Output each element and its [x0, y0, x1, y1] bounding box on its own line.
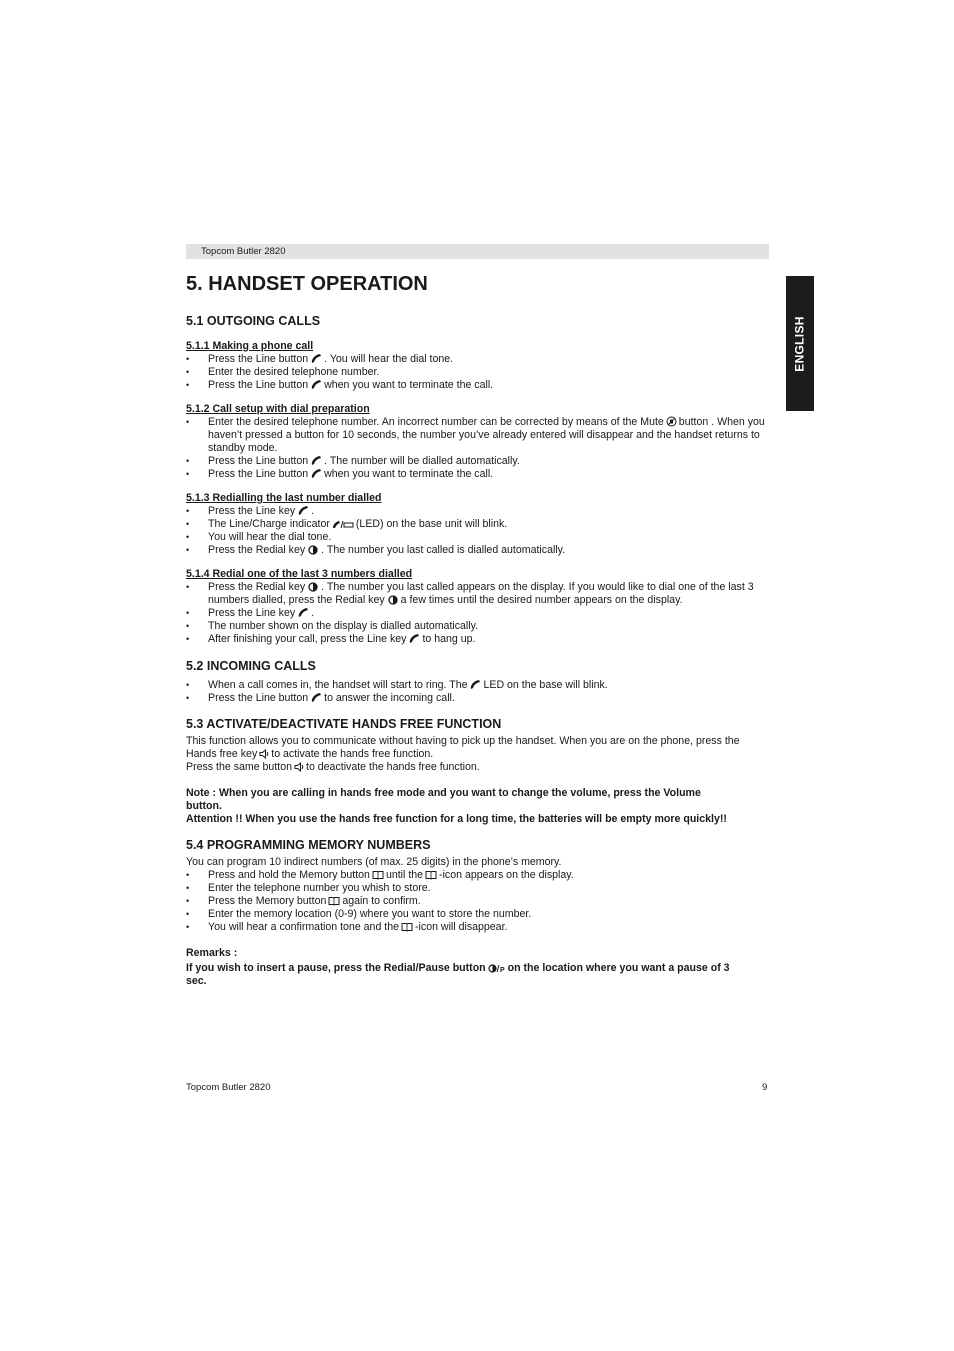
- phone-handset-icon: [408, 633, 420, 644]
- phone-handset-icon: [297, 607, 309, 618]
- section-5-1-1-heading: 5.1.1 Making a phone call: [186, 340, 314, 352]
- list-item: • Press the Line button . The number will be dialled automatically.: [186, 455, 768, 468]
- redial-icon: [307, 582, 319, 592]
- section-5-1-3-heading: 5.1.3 Redialling the last number dialled: [186, 492, 382, 504]
- memory-book-icon: [372, 870, 384, 880]
- list-item: • Enter the telephone number you whish to store.: [186, 882, 768, 895]
- paragraph: Press the same button to deactivate the hands free function.: [186, 761, 480, 773]
- section-5-2-heading: 5.2 INCOMING CALLS: [186, 659, 316, 673]
- page-content: [186, 271, 768, 988]
- section-5-1-4-heading: 5.1.4 Redial one of the last 3 numbers dialled: [186, 568, 413, 580]
- list-item: • Press the Line button when you want to terminate the call.: [186, 468, 768, 481]
- page-title: 5. HANDSET OPERATION: [186, 273, 428, 295]
- paragraph: This function allows you to communicate without having to pick up the handset. When you are on the phone, press the Hands free key to activate the hands free function.: [186, 735, 740, 760]
- phone-handset-icon: [469, 679, 481, 690]
- mute-icon: [666, 416, 677, 427]
- list-5-1-2: [186, 416, 768, 481]
- language-tab: [786, 276, 814, 411]
- section-5-1-heading: 5.1 OUTGOING CALLS: [186, 314, 321, 328]
- section-5-4-heading: 5.4 PROGRAMMING MEMORY NUMBERS: [186, 838, 431, 852]
- redial-pause-icon: [488, 964, 506, 973]
- list-item: • Press the Line button . You will hear the dial tone.: [186, 353, 768, 366]
- list-item: • Enter the desired telephone number.: [186, 366, 768, 379]
- phone-handset-icon: [310, 455, 322, 466]
- list-item: • Enter the desired telephone number. An incorrect number can be corrected by means of the Mute button . When you haven’t pressed a button for 10 seconds, the number you’ve already entered will disappear and the handset returns to standby mode.: [186, 416, 768, 455]
- list-item: • Press and hold the Memory button until the -icon appears on the display.: [186, 869, 768, 882]
- list-item: • Press the Line key .: [186, 505, 768, 518]
- header-product: Topcom Butler 2820: [201, 246, 286, 257]
- list-5-1-1: [186, 353, 768, 392]
- page-header: [186, 244, 769, 259]
- list-5-4: [186, 869, 768, 934]
- page-number: 9: [762, 1082, 768, 1093]
- list-5-1-3: [186, 505, 768, 557]
- list-item: • When a call comes in, the handset will start to ring. The LED on the base will blink.: [186, 679, 768, 692]
- redial-icon: [387, 595, 399, 605]
- list-item: • Press the Memory button again to confirm.: [186, 895, 768, 908]
- list-item: • After finishing your call, press the Line key to hang up.: [186, 633, 768, 646]
- note-text: Note : When you are calling in hands free mode and you want to change the volume, press the Volume button.: [186, 787, 701, 812]
- phone-handset-icon: [310, 692, 322, 703]
- memory-book-icon: [328, 896, 340, 906]
- paragraph: You can program 10 indirect numbers (of max. 25 digits) in the phone’s memory.: [186, 856, 562, 868]
- memory-book-icon: [425, 870, 437, 880]
- footer-product: Topcom Butler 2820: [186, 1082, 271, 1093]
- list-item: • Enter the memory location (0-9) where you want to store the number.: [186, 908, 768, 921]
- line-charge-led-icon: [332, 520, 354, 529]
- section-5-3-heading: 5.3 ACTIVATE/DEACTIVATE HANDS FREE FUNCTION: [186, 717, 502, 731]
- pause-remark: If you wish to insert a pause, press the Redial/Pause button P on the location where you want a pause of 3 sec.: [186, 962, 730, 987]
- speaker-icon: [294, 762, 304, 772]
- redial-icon: [307, 545, 319, 555]
- attention-text: Attention !! When you use the hands free function for a long time, the batteries will be empty more quickly!!: [186, 813, 727, 825]
- phone-handset-icon: [310, 379, 322, 390]
- speaker-icon: [259, 749, 269, 759]
- list-5-1-4: [186, 581, 768, 646]
- list-item: • Press the Line button to answer the incoming call.: [186, 692, 768, 705]
- svg-text:P: P: [499, 967, 505, 973]
- remarks-label: Remarks :: [186, 947, 238, 959]
- list-item: • Press the Line key .: [186, 607, 768, 620]
- list-5-2: [186, 679, 768, 705]
- list-item: • Press the Line button when you want to terminate the call.: [186, 379, 768, 392]
- list-item: • You will hear the dial tone.: [186, 531, 768, 544]
- list-item: • Press the Redial key . The number you last called appears on the display. If you would like to dial one of the last 3 numbers dialled, press the Redial key a few times until the desired number appears on the display.: [186, 581, 768, 607]
- memory-book-icon: [401, 922, 413, 932]
- list-item: • You will hear a confirmation tone and the -icon will disappear.: [186, 921, 768, 934]
- language-tab-label: ENGLISH: [792, 315, 807, 372]
- list-item: • The number shown on the display is dialled automatically.: [186, 620, 768, 633]
- list-item: • The Line/Charge indicator (LED) on the base unit will blink.: [186, 518, 768, 531]
- list-item: • Press the Redial key . The number you last called is dialled automatically.: [186, 544, 768, 557]
- phone-handset-icon: [310, 353, 322, 364]
- phone-handset-icon: [297, 505, 309, 516]
- section-5-1-2-heading: 5.1.2 Call setup with dial preparation: [186, 403, 370, 415]
- phone-handset-icon: [310, 468, 322, 479]
